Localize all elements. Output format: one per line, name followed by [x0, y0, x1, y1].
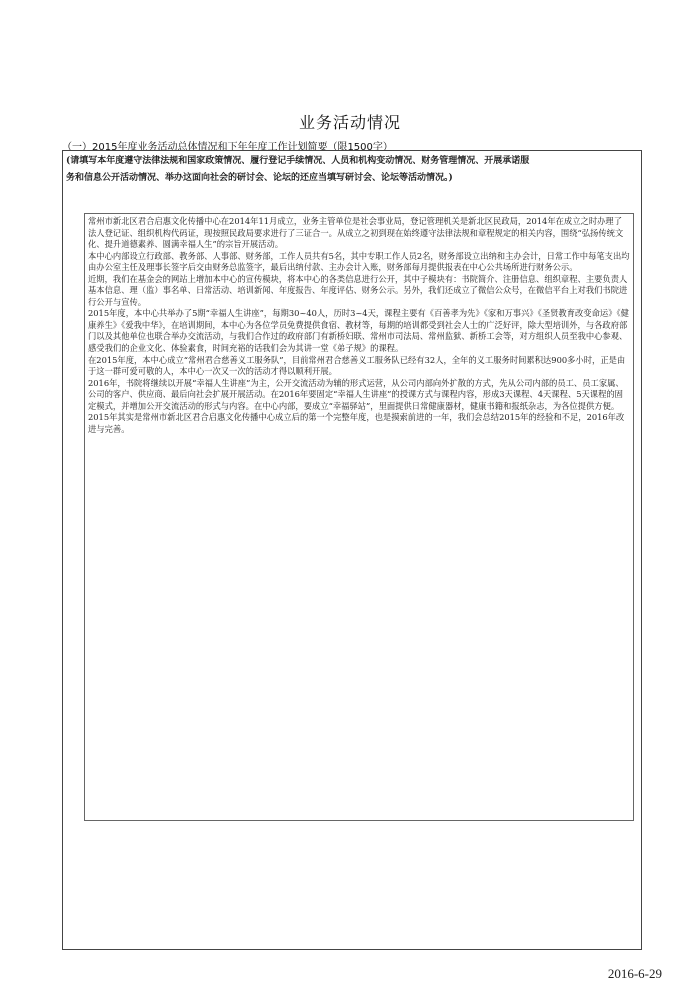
- paragraph-volunteers: 在2015年度，本中心成立“常州君合慈善义工服务队”，目前常州君合慈善义工服务队已经有32人，全年的义工服务时间累积达900多小时，正是由于这一群可爱可敬的人，本中心一次又一次的活动才得以顺利开展。: [88, 354, 626, 377]
- section-heading: （一）2015年度业务活动总体情况和下年年度工作计划简要（限1500字）: [62, 142, 393, 153]
- paragraph-summary: 2015年其实是常州市新北区君合启惠文化传播中心成立后的第一个完整年度，也是摸索前进的一年，我们会总结2015年的经验和不足，2016年改进与完善。: [88, 412, 625, 434]
- paragraph-organization: 本中心内部设立行政部、教务部、人事部、财务部，工作人员共有5名，其中专职工作人员2名，财务部设立出纳和主办会计，日常工作中每笔支出均由办公室主任及理事长签字后交由财务总监签字，最后出纳付款、主办会计入账，财务部每月提供报表在中心公共场所进行财务公示。: [88, 250, 630, 273]
- page-title: 业务活动情况: [298, 113, 401, 132]
- paragraph-lectures: 2015年度，本中心共举办了5期“幸福人生讲座”，每期30~40人，历时3~4天，课程主要有《百善孝为先》《家和万事兴》《圣贤教育改变命运》《健康养生》《爱我中华》，在培训期间，本中心为各位学员免费提供食宿、教材等，每期的培训都受到社会人士的广泛好评，除大型培训外，与各政府部门以及其他单位也联合举办交流活动，与我们合作过的政府部门有新桥妇联、常州市司法局、常州监狱、新桥工会等，对方组织人员至我中心参观、感受我们的企业文化、体验素食，时间充裕的话我们会为其讲一堂《弟子规》的课程。: [88, 308, 629, 354]
- body-text: [88, 216, 630, 435]
- paragraph-2016-plan: 2016年，书院将继续以开展“幸福人生讲座”为主，公开交流活动为辅的形式运营，从公司内部向外扩散的方式，先从公司内部的员工、员工家属、公司的客户、供应商、最后向社会扩展开展活动。在2016年要固定“幸福人生讲座”的授课方式与课程内容，形成3天课程、4天课程、5天课程的固定模式，并增加公开交流活动的形式与内容。在中心内部，要成立“幸福驿站”，里面提供日常健康器材，健康书籍和报纸杂志，为各位提供方便。: [88, 377, 624, 411]
- instructions-note: (请填写本年度遵守法律法规和国家政策情况、履行登记手续情况、人员和机构变动情况、财务管理情况、开展承诺服务和信息公开活动情况、举办这面向社会的研讨会、论坛的还应当填写研讨会、论坛等活动情况。): [66, 156, 530, 183]
- paragraph-registration: 常州市新北区君合启惠文化传播中心在2014年11月成立，业务主管单位是社会事业局，登记管理机关是新北区民政局，2014年在成立之时办理了法人登记证、组织机构代码证，现按照民政局要求进行了三证合一。从成立之初到现在始终遵守法律法规和章程规定的相关内容，围绕“弘扬传统文化、提升道德素养、圆满幸福人生”的宗旨开展活动。: [88, 216, 624, 250]
- paragraph-disclosure: 近期，我们在基金会的网站上增加本中心的宣传模块，将本中心的各类信息进行公开，其中子模块有：书院简介、注册信息、组织章程、主要负责人基本信息、理（监）事名单、日常活动、培训新闻、年度报告、年度评估、财务公示。另外，我们还成立了微信公众号，在微信平台上对我们书院进行公开与宣传。: [88, 273, 628, 307]
- document-date: 2016-6-29: [607, 966, 662, 981]
